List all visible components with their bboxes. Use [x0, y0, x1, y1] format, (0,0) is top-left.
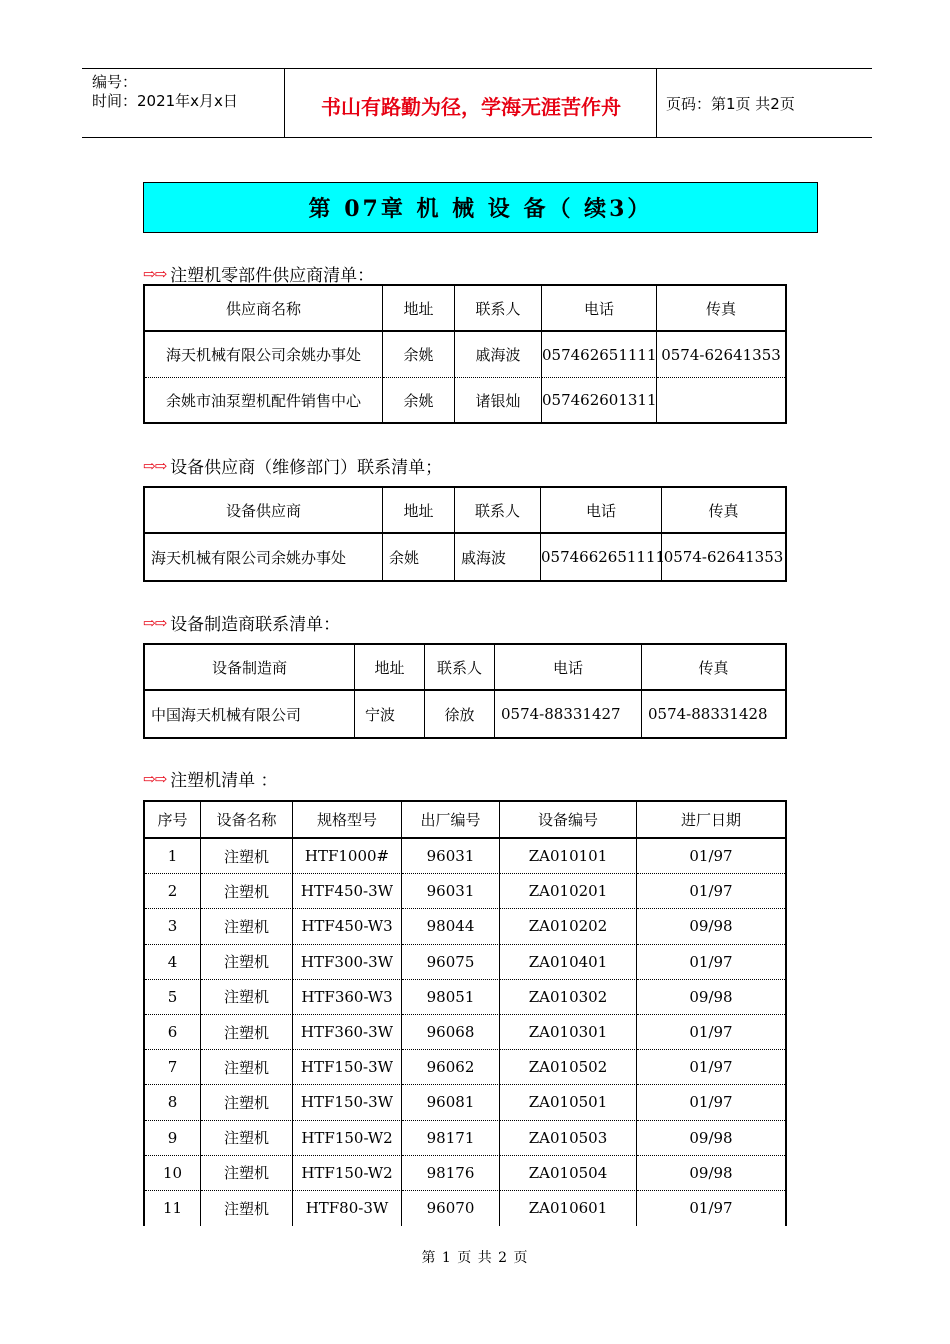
table-row [145, 1156, 785, 1191]
table-cell: 09/98 [637, 1121, 785, 1156]
table-cell: HTF300-3W [293, 945, 402, 980]
table-cell: 8 [145, 1085, 201, 1120]
section-title: 注塑机清单 ： [170, 771, 278, 791]
table-cell: 0574662651111 [541, 534, 662, 580]
table-row [145, 874, 785, 909]
table-cell: 7 [145, 1050, 201, 1085]
table-header-cell: 设备制造商 [145, 645, 355, 691]
table-header-cell: 设备编号 [500, 802, 637, 839]
table-header-cell: 联系人 [425, 645, 495, 691]
table-cell: 01/97 [637, 874, 785, 909]
table-cell: 01/97 [637, 1085, 785, 1120]
table-cell: 注塑机 [201, 1156, 293, 1191]
table-cell: HTF360-3W [293, 1015, 402, 1050]
table-cell: 0574-62641353 [663, 548, 784, 566]
table-cell: ZA010301 [500, 1015, 637, 1050]
table-cell: 96062 [402, 1050, 500, 1085]
table-cell: HTF1000# [293, 839, 402, 874]
table-row [145, 1085, 785, 1120]
table-cell: 余姚 [383, 534, 455, 580]
table-cell: 11 [145, 1191, 201, 1226]
table-cell: 98176 [402, 1156, 500, 1191]
table-cell: 余姚 [383, 378, 455, 422]
table-cell: ZA010504 [500, 1156, 637, 1191]
table-header-cell: 电话 [495, 645, 642, 691]
table-cell: 0574-88331428 [648, 705, 768, 723]
double-arrow-icon: ⇨⇨ [143, 456, 167, 475]
table-header-cell: 设备名称 [201, 802, 293, 839]
table-cell: 注塑机 [201, 1050, 293, 1085]
table-cell: 09/98 [637, 1156, 785, 1191]
table-header-cell: 传真 [662, 488, 785, 534]
table-cell: HTF450-3W [293, 874, 402, 909]
table-cell: ZA010202 [500, 909, 637, 944]
table-cell: 海天机械有限公司余姚办事处 [145, 534, 383, 580]
table-cell: 98171 [402, 1121, 500, 1156]
table-cell: 96070 [402, 1191, 500, 1226]
table-cell: 海天机械有限公司余姚办事处 [145, 332, 383, 378]
double-arrow-icon: ⇨⇨ [143, 769, 167, 788]
header-motto: 书山有路勤为径，学海无涯苦作舟 [321, 95, 621, 119]
table-header-cell: 序号 [145, 802, 201, 839]
table-cell: 戚海波 [455, 332, 542, 378]
table-row [145, 378, 785, 422]
table-cell: 057462601311 [542, 378, 657, 422]
table-cell: 注塑机 [201, 874, 293, 909]
table-row [145, 332, 785, 378]
table-cell: HTF80-3W [293, 1191, 402, 1226]
table-cell: ZA010302 [500, 980, 637, 1015]
table-cell: 注塑机 [201, 1191, 293, 1226]
header-meta [92, 73, 238, 111]
table-cell: ZA010601 [500, 1191, 637, 1226]
table-cell: 98044 [402, 909, 500, 944]
header-page-number: 页码：第1页 共2页 [666, 95, 795, 113]
table-cell: 09/98 [637, 909, 785, 944]
table-cell: 注塑机 [201, 1085, 293, 1120]
table-header-cell: 设备供应商 [145, 488, 383, 534]
table-cell [657, 378, 785, 422]
table-cell: ZA010401 [500, 945, 637, 980]
table-cell: 01/97 [637, 1015, 785, 1050]
section-heading-manufacturers [143, 610, 340, 635]
table-cell: ZA010503 [500, 1121, 637, 1156]
table-cell: 注塑机 [201, 839, 293, 874]
table-cell: ZA010502 [500, 1050, 637, 1085]
table-cell: 宁波 [355, 691, 425, 737]
table-cell: 09/98 [637, 980, 785, 1015]
table-row [145, 909, 785, 944]
section-title: 设备制造商联系清单： [170, 615, 341, 635]
table-cell: 6 [145, 1015, 201, 1050]
double-arrow-icon: ⇨⇨ [143, 264, 167, 283]
table-cell: 4 [145, 945, 201, 980]
table-cell: 96031 [402, 839, 500, 874]
table-cell: 1 [145, 839, 201, 874]
page-footer: 第 1 页 共 2 页 [421, 1250, 529, 1266]
machines-table [143, 800, 787, 1226]
table-cell: 戚海波 [455, 534, 541, 580]
serial-number-label: 编号： [92, 73, 138, 91]
table-header-cell: 供应商名称 [145, 286, 383, 332]
table-header-cell: 电话 [541, 488, 662, 534]
table-cell: 9 [145, 1121, 201, 1156]
table-cell: 0574-62641353 [657, 332, 785, 378]
equipment-suppliers-table [143, 486, 787, 582]
manufacturers-table [143, 643, 787, 739]
table-cell: 0574-88331427 [495, 691, 642, 737]
table-cell: 徐放 [425, 691, 495, 737]
table-cell: HTF150-W2 [293, 1121, 402, 1156]
table-cell: 注塑机 [201, 945, 293, 980]
section-title: 设备供应商（维修部门）联系清单； [170, 458, 443, 478]
table-header-cell: 地址 [383, 488, 455, 534]
table-cell: 余姚 [383, 332, 455, 378]
table-row [145, 1191, 785, 1226]
table-row [145, 1050, 785, 1085]
table-cell: 3 [145, 909, 201, 944]
table-cell: 余姚市油泵塑机配件销售中心 [145, 378, 383, 422]
table-cell: HTF150-W2 [293, 1156, 402, 1191]
table-cell: 10 [145, 1156, 201, 1191]
table-cell: 96031 [402, 874, 500, 909]
table-cell: 96068 [402, 1015, 500, 1050]
table-cell: 诸银灿 [455, 378, 542, 422]
section-heading-machines [143, 766, 278, 791]
double-arrow-icon: ⇨⇨ [143, 613, 167, 632]
table-cell: ZA010201 [500, 874, 637, 909]
table-cell: 2 [145, 874, 201, 909]
table-header-cell: 电话 [542, 286, 657, 332]
section-heading-parts-suppliers [143, 261, 374, 286]
table-header-cell: 规格型号 [293, 802, 402, 839]
table-cell: 01/97 [637, 945, 785, 980]
table-cell: 注塑机 [201, 909, 293, 944]
section-title: 注塑机零部件供应商清单： [170, 266, 375, 286]
table-cell: HTF360-W3 [293, 980, 402, 1015]
table-cell: HTF150-3W [293, 1085, 402, 1120]
section-heading-equipment-suppliers [143, 453, 442, 478]
table-cell: 01/97 [637, 839, 785, 874]
table-cell: 5 [145, 980, 201, 1015]
table-cell: ZA010101 [500, 839, 637, 874]
table-cell: 01/97 [637, 1050, 785, 1085]
chapter-title: 第 07章 机 械 设 备（ 续3） [143, 182, 818, 233]
table-header-cell: 地址 [383, 286, 455, 332]
table-row [145, 945, 785, 980]
table-row [145, 691, 785, 737]
table-row [145, 839, 785, 874]
table-cell: 96075 [402, 945, 500, 980]
table-cell: HTF450-W3 [293, 909, 402, 944]
table-header-cell: 联系人 [455, 286, 542, 332]
table-header-cell: 传真 [642, 645, 785, 691]
table-cell: 中国海天机械有限公司 [145, 691, 355, 737]
table-row [145, 1015, 785, 1050]
document-header [82, 68, 872, 138]
table-cell: 96081 [402, 1085, 500, 1120]
parts-suppliers-table [143, 284, 787, 424]
table-header-cell: 传真 [657, 286, 785, 332]
table-header-cell: 地址 [355, 645, 425, 691]
table-cell: 注塑机 [201, 1121, 293, 1156]
table-header-cell: 出厂编号 [402, 802, 500, 839]
table-cell: 注塑机 [201, 1015, 293, 1050]
time-label: 时间：2021年x月x日 [92, 92, 238, 110]
table-cell: 057462651111 [542, 332, 657, 378]
table-cell: HTF150-3W [293, 1050, 402, 1085]
table-cell: ZA010501 [500, 1085, 637, 1120]
table-header-cell: 进厂日期 [637, 802, 785, 839]
table-row [145, 1121, 785, 1156]
table-cell: 98051 [402, 980, 500, 1015]
table-row [145, 534, 785, 580]
table-cell: 注塑机 [201, 980, 293, 1015]
table-cell: 01/97 [689, 1199, 733, 1218]
table-header-cell: 联系人 [455, 488, 541, 534]
table-row [145, 980, 785, 1015]
